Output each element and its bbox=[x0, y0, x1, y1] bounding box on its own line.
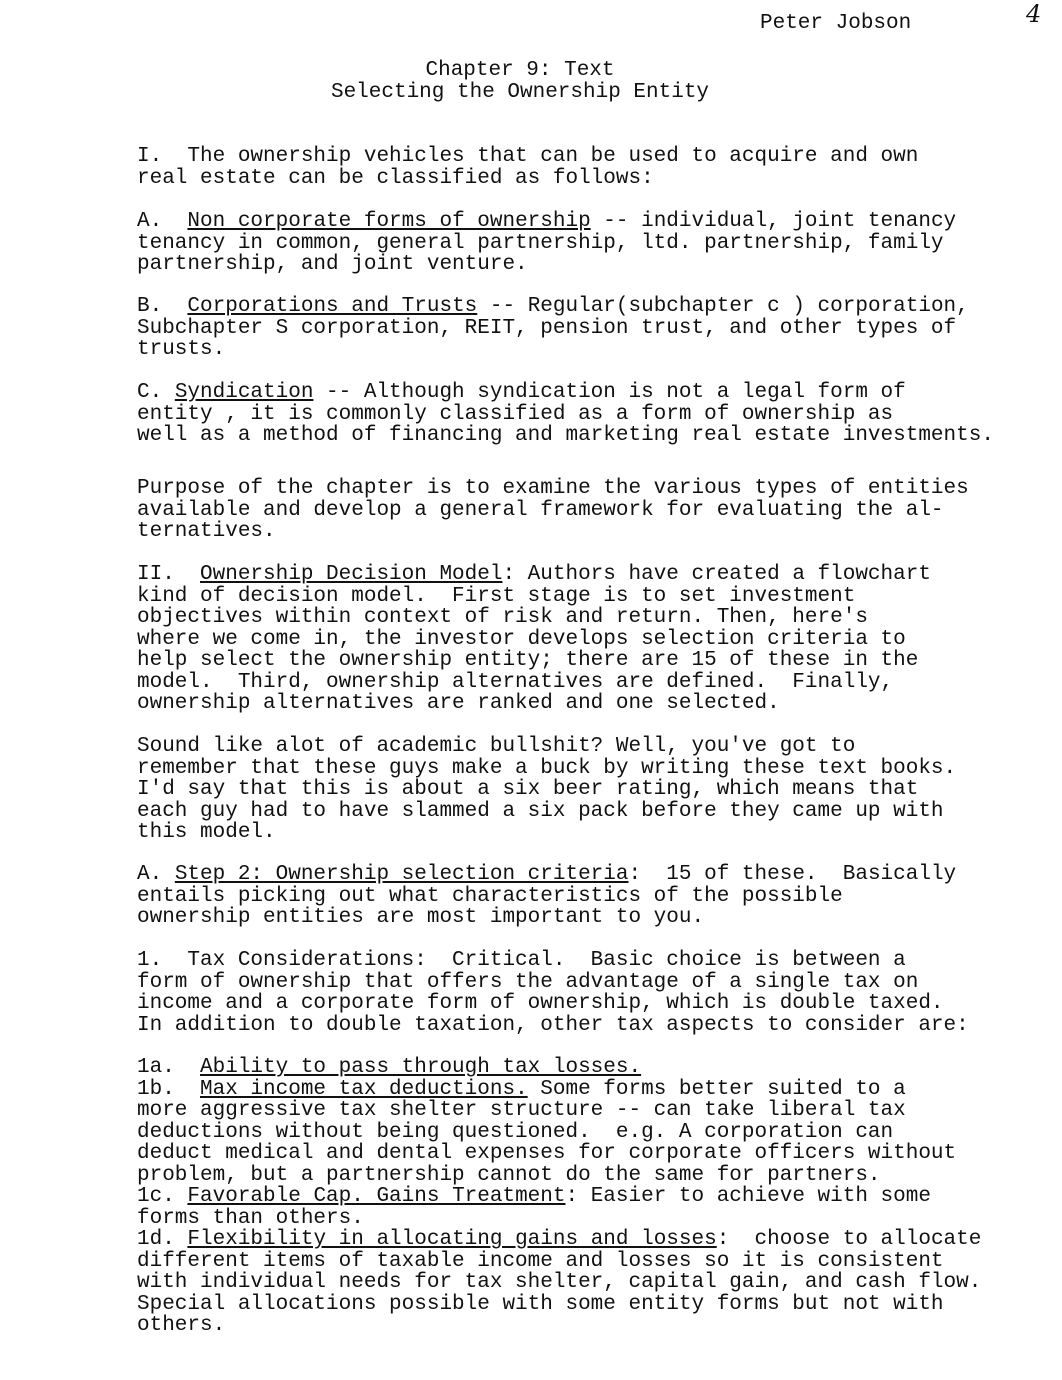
text-line: entity , it is commonly classified as a form of ownership as bbox=[137, 402, 894, 426]
underlined-heading: Ownership Decision Model bbox=[200, 563, 503, 586]
text-line: : Easier to achieve with some bbox=[565, 1185, 931, 1208]
page-mark: 4 bbox=[1026, 0, 1042, 28]
text-line: A. bbox=[137, 210, 188, 233]
text-line: partnership, and joint venture. bbox=[137, 253, 528, 276]
section-ii bbox=[137, 564, 1037, 715]
underlined-heading: Max income tax deductions. bbox=[200, 1077, 528, 1101]
text-line: kind of decision model. First stage is to set investment bbox=[137, 584, 856, 608]
text-line: with individual needs for tax shelter, capital gain, and cash flow. bbox=[137, 1271, 982, 1294]
text-line: : choose to allocate bbox=[716, 1228, 982, 1251]
tax-items-list bbox=[137, 1057, 1037, 1337]
text-line: A. bbox=[137, 863, 175, 886]
text-line: Purpose of the chapter is to examine the various types of entities bbox=[137, 477, 969, 500]
chapter-subtitle: Selecting the Ownership Entity bbox=[330, 81, 710, 104]
underlined-heading: Corporations and Trusts bbox=[187, 295, 478, 318]
text-line: different items of taxable income and losses so it is consistent bbox=[137, 1249, 944, 1273]
text-line: : Authors have created a flowchart bbox=[502, 563, 931, 586]
text-line: -- individual, joint tenancy bbox=[590, 210, 957, 233]
tax-considerations bbox=[137, 950, 1037, 1036]
text-line: Subchapter S corporation, REIT, pension trust, and other types of bbox=[137, 316, 957, 340]
underlined-heading: Non corporate forms of ownership bbox=[187, 210, 591, 233]
text-line: others. bbox=[137, 1314, 226, 1337]
text-line: 1d. bbox=[137, 1228, 188, 1251]
author-name: Peter Jobson bbox=[760, 12, 912, 35]
purpose-paragraph bbox=[137, 478, 1037, 543]
underlined-heading: Favorable Cap. Gains Treatment bbox=[187, 1185, 566, 1208]
text-line: 1. Tax Considerations: Critical. Basic choice is between a bbox=[137, 949, 906, 972]
text-line: objectives within context of risk and return. Then, here's bbox=[137, 606, 868, 629]
text-line: Some forms better suited to a bbox=[527, 1077, 906, 1101]
text-line: -- Regular(subchapter c ) corporation, bbox=[477, 295, 969, 318]
underlined-heading: Syndication bbox=[174, 381, 314, 404]
text-line: real estate can be classified as follows: bbox=[137, 166, 654, 190]
text-line: tenancy in common, general partnership, ltd. partnership, family bbox=[137, 231, 944, 255]
section-c bbox=[137, 382, 1037, 447]
text-line: model. Third, ownership alternatives are defined. Finally, bbox=[137, 670, 894, 694]
text-line: form of ownership that offers the advantage of a single tax on bbox=[137, 970, 919, 994]
text-line: entails picking out what characteristics of the possible bbox=[137, 884, 843, 908]
text-line: Sound like alot of academic bullshit? Well, you've got to bbox=[137, 735, 856, 758]
text-line: 1a. bbox=[137, 1056, 201, 1079]
text-line: C. bbox=[137, 381, 175, 404]
text-line: ownership entities are most important to you. bbox=[137, 906, 705, 929]
text-line: ternatives. bbox=[137, 520, 276, 543]
underlined-heading: Flexibility in allocating gains and losses bbox=[187, 1228, 717, 1251]
text-line: ownership alternatives are ranked and one selected. bbox=[137, 692, 780, 715]
text-line: II. bbox=[137, 563, 201, 586]
text-line: remember that these guys make a buck by writing these text books. bbox=[137, 756, 957, 780]
section-b bbox=[137, 296, 1037, 361]
section-i bbox=[137, 146, 1037, 189]
text-line: available and develop a general framework for evaluating the al- bbox=[137, 498, 944, 522]
text-line: more aggressive tax shelter structure -- can take liberal tax bbox=[137, 1099, 906, 1122]
chapter-title: Chapter 9: Text bbox=[425, 59, 615, 82]
text-line: where we come in, the investor develops selection criteria to bbox=[137, 627, 906, 651]
text-line: In addition to double taxation, other tax aspects to consider are: bbox=[137, 1013, 969, 1037]
text-line: trusts. bbox=[137, 338, 226, 361]
text-line: I. The ownership vehicles that can be used to acquire and own bbox=[137, 145, 919, 168]
step2-section bbox=[137, 864, 1037, 929]
text-line: deduct medical and dental expenses for corporate officers without bbox=[137, 1142, 957, 1165]
text-line: 1c. bbox=[137, 1185, 188, 1208]
text-line: help select the ownership entity; there are 15 of these in the bbox=[137, 649, 919, 672]
text-line: forms than others. bbox=[137, 1206, 364, 1230]
text-line: income and a corporate form of ownership, which is double taxed. bbox=[137, 992, 944, 1015]
underlined-heading: Ability to pass through tax losses. bbox=[200, 1056, 642, 1079]
text-line: deductions without being questioned. e.g. A corporation can bbox=[137, 1120, 894, 1144]
text-line: 1b. bbox=[137, 1077, 201, 1101]
text-line: this model. bbox=[137, 821, 276, 844]
text-line: well as a method of financing and marketing real estate investments. bbox=[137, 424, 994, 447]
text-line: I'd say that this is about a six beer rating, which means that bbox=[137, 778, 919, 801]
sound-paragraph bbox=[137, 736, 1037, 844]
text-line: Special allocations possible with some entity forms but not with bbox=[137, 1292, 944, 1316]
text-line: : 15 of these. Basically bbox=[628, 863, 957, 886]
text-line: problem, but a partnership cannot do the same for partners. bbox=[137, 1163, 881, 1187]
text-line: -- Although syndication is not a legal form of bbox=[313, 381, 906, 404]
section-a bbox=[137, 211, 1037, 276]
underlined-heading: Step 2: Ownership selection criteria bbox=[174, 863, 629, 886]
text-line: B. bbox=[137, 295, 188, 318]
text-line: each guy had to have slammed a six pack before they came up with bbox=[137, 799, 944, 823]
